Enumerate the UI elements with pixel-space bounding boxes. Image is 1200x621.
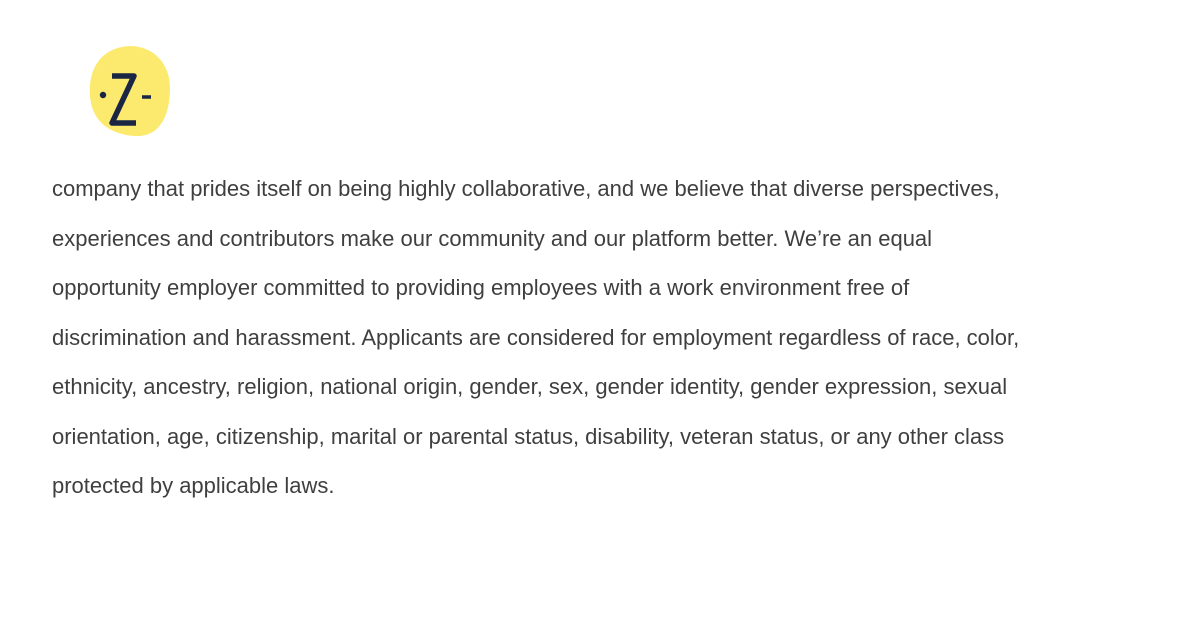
logo-dot [100,92,106,98]
company-logo [88,44,172,140]
zocdoc-z-logo-icon [88,44,172,140]
equal-opportunity-statement: company that prides itself on being highly collaborative, and we believe that diverse perspectives, experiences and contributors make our community and our platform better. We’re an equal opportunity employer committed to providing employees with a work environment free of discrimination and harassment. Applicants are considered for employment regardless of race, color, ethnicity, ancestry, religion, national origin, gender, sex, gender identity, gender expression, sexual orientation, age, citizenship, marital or parental status, disability, veteran status, or any other class protected by applicable laws. [52,176,1020,498]
